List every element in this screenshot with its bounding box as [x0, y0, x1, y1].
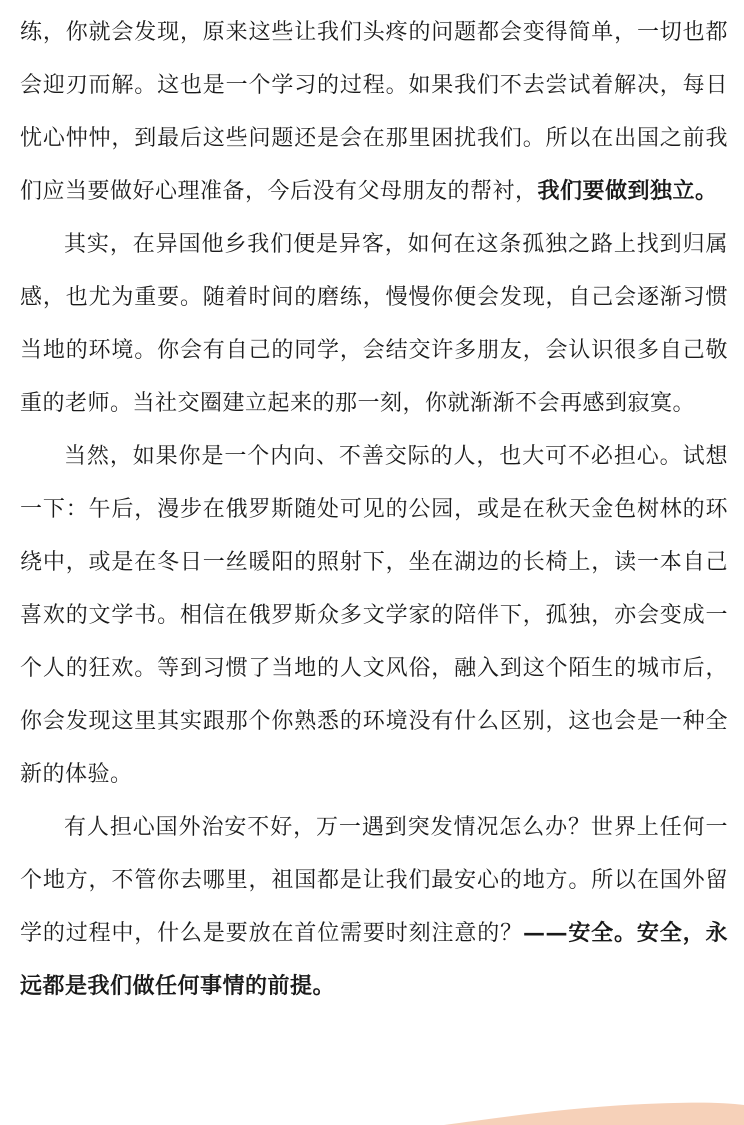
paragraph-2-text: 其实，在异国他乡我们便是异客，如何在这条孤独之路上找到归属感，也尤为重要。随着时间的磨练，慢慢你便会发现，自己会逐渐习惯当地的环境。你会有自己的同学，会结交许多朋友，会认识很多自己敬重的老师。当社交圈建立起来的那一刻，你就渐渐不会再感到寂寞。: [20, 232, 728, 416]
paragraph-1: [20, 6, 728, 218]
paragraph-4: [20, 801, 728, 1013]
paragraph-3-text: 当然，如果你是一个内向、不善交际的人，也大可不必担心。试想一下：午后，漫步在俄罗斯随处可见的公园，或是在秋天金色树林的环绕中，或是在冬日一丝暖阳的照射下，坐在湖边的长椅上，读一本自己喜欢的文学书。相信在俄罗斯众多文学家的陪伴下，孤独，亦会变成一个人的狂欢。等到习惯了当地的人文风俗，融入到这个陌生的城市后，你会发现这里其实跟那个你熟悉的环境没有什么区别，这也会是一种全新的体验。: [20, 444, 728, 787]
paragraph-2: [20, 218, 728, 430]
decorative-corner-wave: [444, 1095, 744, 1125]
paragraph-4-emphasis: ——安全。安全，永远都是我们做任何事情的前提。: [20, 920, 728, 999]
document-body: [20, 6, 728, 1013]
paragraph-3: [20, 430, 728, 801]
paragraph-1-text: 练，你就会发现，原来这些让我们头疼的问题都会变得简单，一切也都会迎刃而解。这也是一个学习的过程。如果我们不去尝试着解决，每日忧心忡忡，到最后这些问题还是会在那里困扰我们。所以在出国之前我们应当要做好心理准备，今后没有父母朋友的帮衬，: [20, 20, 728, 204]
paragraph-4-text: 有人担心国外治安不好，万一遇到突发情况怎么办？世界上任何一个地方，不管你去哪里，祖国都是让我们最安心的地方。所以在国外留学的过程中，什么是要放在首位需要时刻注意的？: [20, 815, 728, 946]
wave-shape: [444, 1103, 744, 1125]
paragraph-1-emphasis: 我们要做到独立。: [537, 178, 718, 204]
